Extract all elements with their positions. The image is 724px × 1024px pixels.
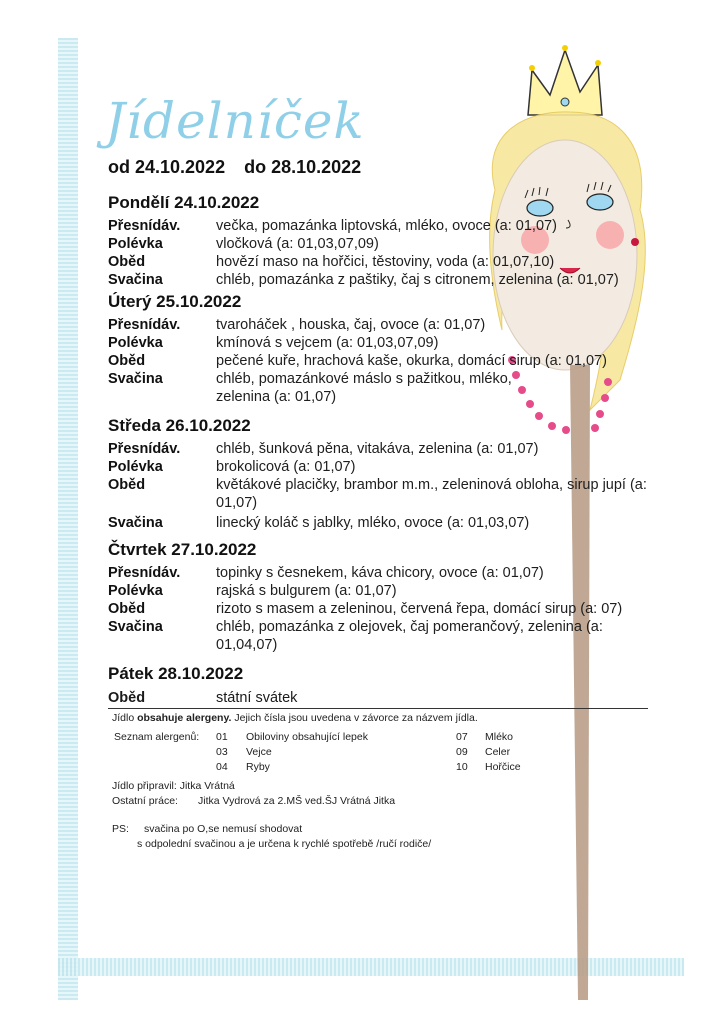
menu-row bbox=[108, 253, 668, 271]
menu-row bbox=[108, 370, 668, 406]
meal-label: Svačina bbox=[108, 371, 163, 387]
other-work-label: Ostatní práce: bbox=[112, 795, 178, 807]
menu-row bbox=[108, 271, 668, 289]
meal-value: brokolicová (a: 01,07) bbox=[216, 459, 356, 475]
menu-row bbox=[108, 582, 668, 600]
meal-label: Polévka bbox=[108, 583, 163, 599]
date-to: do 28.10.2022 bbox=[244, 157, 362, 177]
allergen-name: Celer bbox=[485, 746, 511, 758]
meal-value: večka, pomazánka liptovská, mléko, ovoce (a: 01,07) bbox=[216, 218, 557, 234]
meal-label: Oběd bbox=[108, 477, 146, 493]
menu-row bbox=[108, 235, 668, 253]
page-title: Jídelníček bbox=[105, 92, 365, 150]
day-tuesday bbox=[108, 292, 668, 406]
meal-label: Svačina bbox=[108, 515, 163, 531]
meal-label: Polévka bbox=[108, 335, 163, 351]
ps-line-2: s odpolední svačinou a je určena k rychlé spotřebě /ručí rodiče/ bbox=[137, 838, 432, 850]
allergen-code: 07 bbox=[456, 731, 468, 743]
day-title: Pátek 28.10.2022 bbox=[108, 664, 244, 683]
allergen-code: 03 bbox=[216, 746, 228, 758]
meal-label: Svačina bbox=[108, 272, 163, 288]
allergen-name: Vejce bbox=[246, 746, 272, 758]
meal-value: hovězí maso na hořčici, těstoviny, voda (a: 01,07,10) bbox=[216, 254, 555, 270]
date-from: od 24.10.2022 bbox=[108, 157, 226, 177]
day-title: Pondělí 24.10.2022 bbox=[108, 193, 260, 212]
meal-label: Polévka bbox=[108, 459, 163, 475]
allergen-note-pre: Jídlo bbox=[112, 712, 138, 724]
allergen-code: 10 bbox=[456, 761, 468, 773]
date-range bbox=[108, 157, 375, 178]
meal-label: Přesnídáv. bbox=[108, 565, 181, 581]
meal-value: vločková (a: 01,03,07,09) bbox=[216, 236, 379, 252]
meal-value: státní svátek bbox=[216, 690, 298, 706]
allergen-note-bold: obsahuje alergeny. bbox=[137, 712, 232, 724]
allergen-note-post: Jejich čísla jsou uvedena v závorce za názvem jídla. bbox=[231, 712, 478, 724]
meal-label: Přesnídáv. bbox=[108, 317, 181, 333]
meal-label: Oběd bbox=[108, 601, 146, 617]
prepared-by: Jídlo připravil: Jitka Vrátná bbox=[112, 780, 235, 792]
allergen-code: 01 bbox=[216, 731, 228, 743]
friday-row bbox=[108, 690, 648, 709]
menu-row bbox=[108, 217, 668, 235]
day-monday bbox=[108, 193, 668, 289]
allergen-name: Obiloviny obsahující lepek bbox=[246, 731, 368, 743]
allergen-name: Mléko bbox=[485, 731, 514, 743]
meal-value: chléb, pomazánkové máslo s pažitkou, mléko, zelenina (a: 01,07) bbox=[216, 371, 512, 405]
ps-line-1: svačina po O,se nemusí shodovat bbox=[144, 823, 303, 835]
allergen-code: 09 bbox=[456, 746, 468, 758]
other-work: Jitka Vydrová za 2.MŠ ved.ŠJ Vrátná Jitka bbox=[198, 795, 396, 807]
meal-value: chléb, pomazánka z olejovek, čaj pomerančový, zelenina (a: 01,04,07) bbox=[216, 619, 603, 653]
day-wednesday bbox=[108, 416, 668, 532]
allergen-name: Ryby bbox=[246, 761, 270, 773]
menu-row bbox=[108, 458, 668, 476]
meal-value: linecký koláč s jablky, mléko, ovoce (a: 01,03,07) bbox=[216, 515, 530, 531]
day-title: Úterý 25.10.2022 bbox=[108, 292, 242, 311]
allergen-list-label: Seznam alergenů: bbox=[114, 731, 200, 743]
meal-label: Přesnídáv. bbox=[108, 218, 181, 234]
meal-label: Oběd bbox=[108, 353, 146, 369]
menu-row bbox=[108, 316, 668, 334]
meal-value: květákové placičky, brambor m.m., zeleninová obloha, sirup jupí (a: 01,07) bbox=[216, 477, 647, 511]
meal-label: Polévka bbox=[108, 236, 163, 252]
meal-value: kmínová s vejcem (a: 01,03,07,09) bbox=[216, 335, 439, 351]
ps-label: PS: bbox=[112, 823, 129, 835]
allergen-code: 04 bbox=[216, 761, 228, 773]
menu-row bbox=[108, 334, 668, 352]
day-title: Čtvrtek 27.10.2022 bbox=[108, 540, 257, 559]
decorative-border-left bbox=[58, 38, 78, 1000]
meal-value: rajská s bulgurem (a: 01,07) bbox=[216, 583, 397, 599]
menu-row bbox=[108, 476, 668, 512]
menu-row bbox=[108, 618, 668, 654]
menu-row bbox=[108, 600, 668, 618]
menu-row bbox=[108, 440, 668, 458]
meal-label: Oběd bbox=[108, 254, 146, 270]
menu-row bbox=[108, 564, 668, 582]
meal-value: topinky s česnekem, káva chicory, ovoce (a: 01,07) bbox=[216, 565, 544, 581]
allergen-note bbox=[112, 712, 478, 724]
day-title: Středa 26.10.2022 bbox=[108, 416, 251, 435]
meal-value: chléb, pomazánka z paštiky, čaj s citronem, zelenina (a: 01,07) bbox=[216, 272, 619, 288]
menu-row bbox=[108, 514, 668, 532]
meal-label: Svačina bbox=[108, 619, 163, 635]
meal-value: tvaroháček , houska, čaj, ovoce (a: 01,07) bbox=[216, 317, 486, 333]
meal-label: Oběd bbox=[108, 690, 146, 706]
day-thursday bbox=[108, 540, 668, 654]
meal-value: rizoto s masem a zeleninou, červená řepa, domácí sirup (a: 07) bbox=[216, 601, 623, 617]
day-friday bbox=[108, 664, 668, 688]
meal-value: chléb, šunková pěna, vitakáva, zelenina (a: 01,07) bbox=[216, 441, 539, 457]
menu-row bbox=[108, 352, 668, 370]
allergen-name: Hořčice bbox=[485, 761, 521, 773]
meal-label: Přesnídáv. bbox=[108, 441, 181, 457]
meal-value: pečené kuře, hrachová kaše, okurka, domácí sirup (a: 01,07) bbox=[216, 353, 607, 369]
